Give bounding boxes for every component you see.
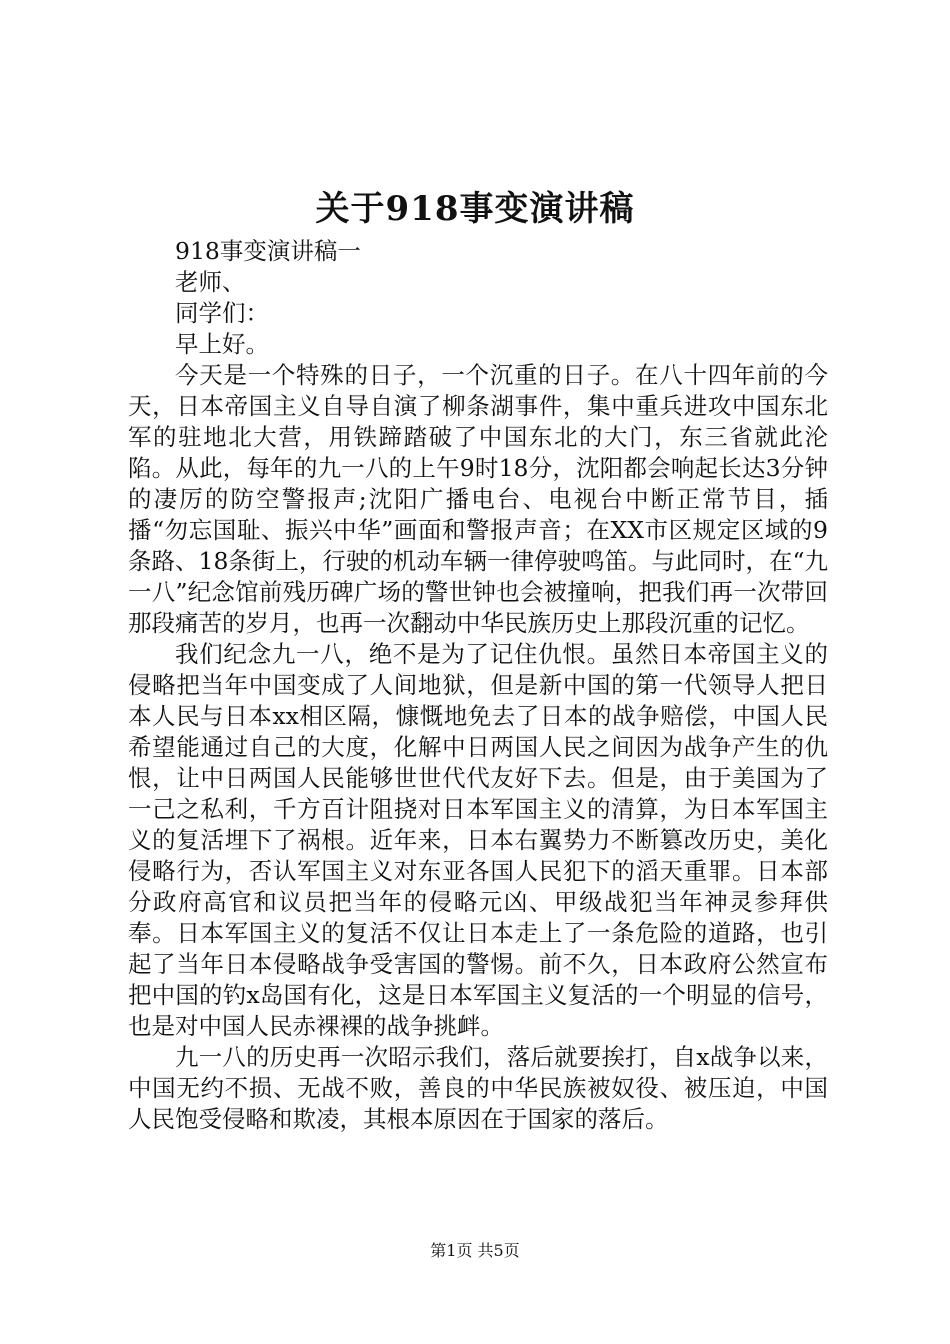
document-body	[128, 236, 828, 1135]
paragraph-body: 九一八的历史再一次昭示我们，落后就要挨打，自x战争以来，中国无约不损、无战不败，善良的中华民族被奴役、被压迫，中国人民饱受侵略和欺凌，其根本原因在于国家的落后。	[128, 1043, 828, 1133]
paragraph-salutation-teachers: 老师、	[175, 268, 246, 296]
document-title: 关于918事变演讲稿	[315, 189, 635, 229]
paragraph-body: 今天是一个特殊的日子，一个沉重的日子。在八十四年前的今天，日本帝国主义自导自演了柳条湖事件，集中重兵进攻中国东北军的驻地北大营，用铁蹄踏破了中国东北的大门，东三省就此沦陷。从此，每年的九一八的上午9时18分，沈阳都会响起长达3分钟的凄厉的防空警报声;沈阳广播电台、电视台中断正常节目，插播“勿忘国耻、振兴中华”画面和警报声音；在XX市区规定区域的9条路、18条街上，行驶的机动车辆一律停驶鸣笛。与此同时，在“九一八”纪念馆前残历碑广场的警世钟也会被撞响，把我们再一次带回那段痛苦的岁月，也再一次翻动中华民族历史上那段沉重的记忆。	[128, 361, 828, 637]
paragraph-salutation-students: 同学们：	[175, 299, 269, 327]
page-number-footer: 第1页 共5页	[430, 1241, 520, 1260]
paragraph-heading: 918事变演讲稿一	[175, 237, 361, 265]
paragraph-greeting: 早上好。	[175, 330, 269, 358]
paragraph-body: 我们纪念九一八，绝不是为了记住仇恨。虽然日本帝国主义的侵略把当年中国变成了人间地狱，但是新中国的第一代领导人把日本人民与日本xx相区隔，慷慨地免去了日本的战争赔偿，中国人民希望能通过自己的大度，化解中日两国人民之间因为战争产生的仇恨，让中日两国人民能够世世代代友好下去。但是，由于美国为了一己之私利，千方百计阻挠对日本军国主义的清算，为日本军国主义的复活埋下了祸根。近年来，日本右翼势力不断篡改历史，美化侵略行为，否认军国主义对东亚各国人民犯下的滔天重罪。日本部分政府高官和议员把当年的侵略元凶、甲级战犯当年神灵参拜供奉。日本军国主义的复活不仅让日本走上了一条危险的道路，也引起了当年日本侵略战争受害国的警惕。前不久，日本政府公然宣布把中国的钓x岛国有化，这是日本军国主义复活的一个明显的信号，也是对中国人民赤裸裸的战争挑衅。	[128, 640, 828, 1040]
